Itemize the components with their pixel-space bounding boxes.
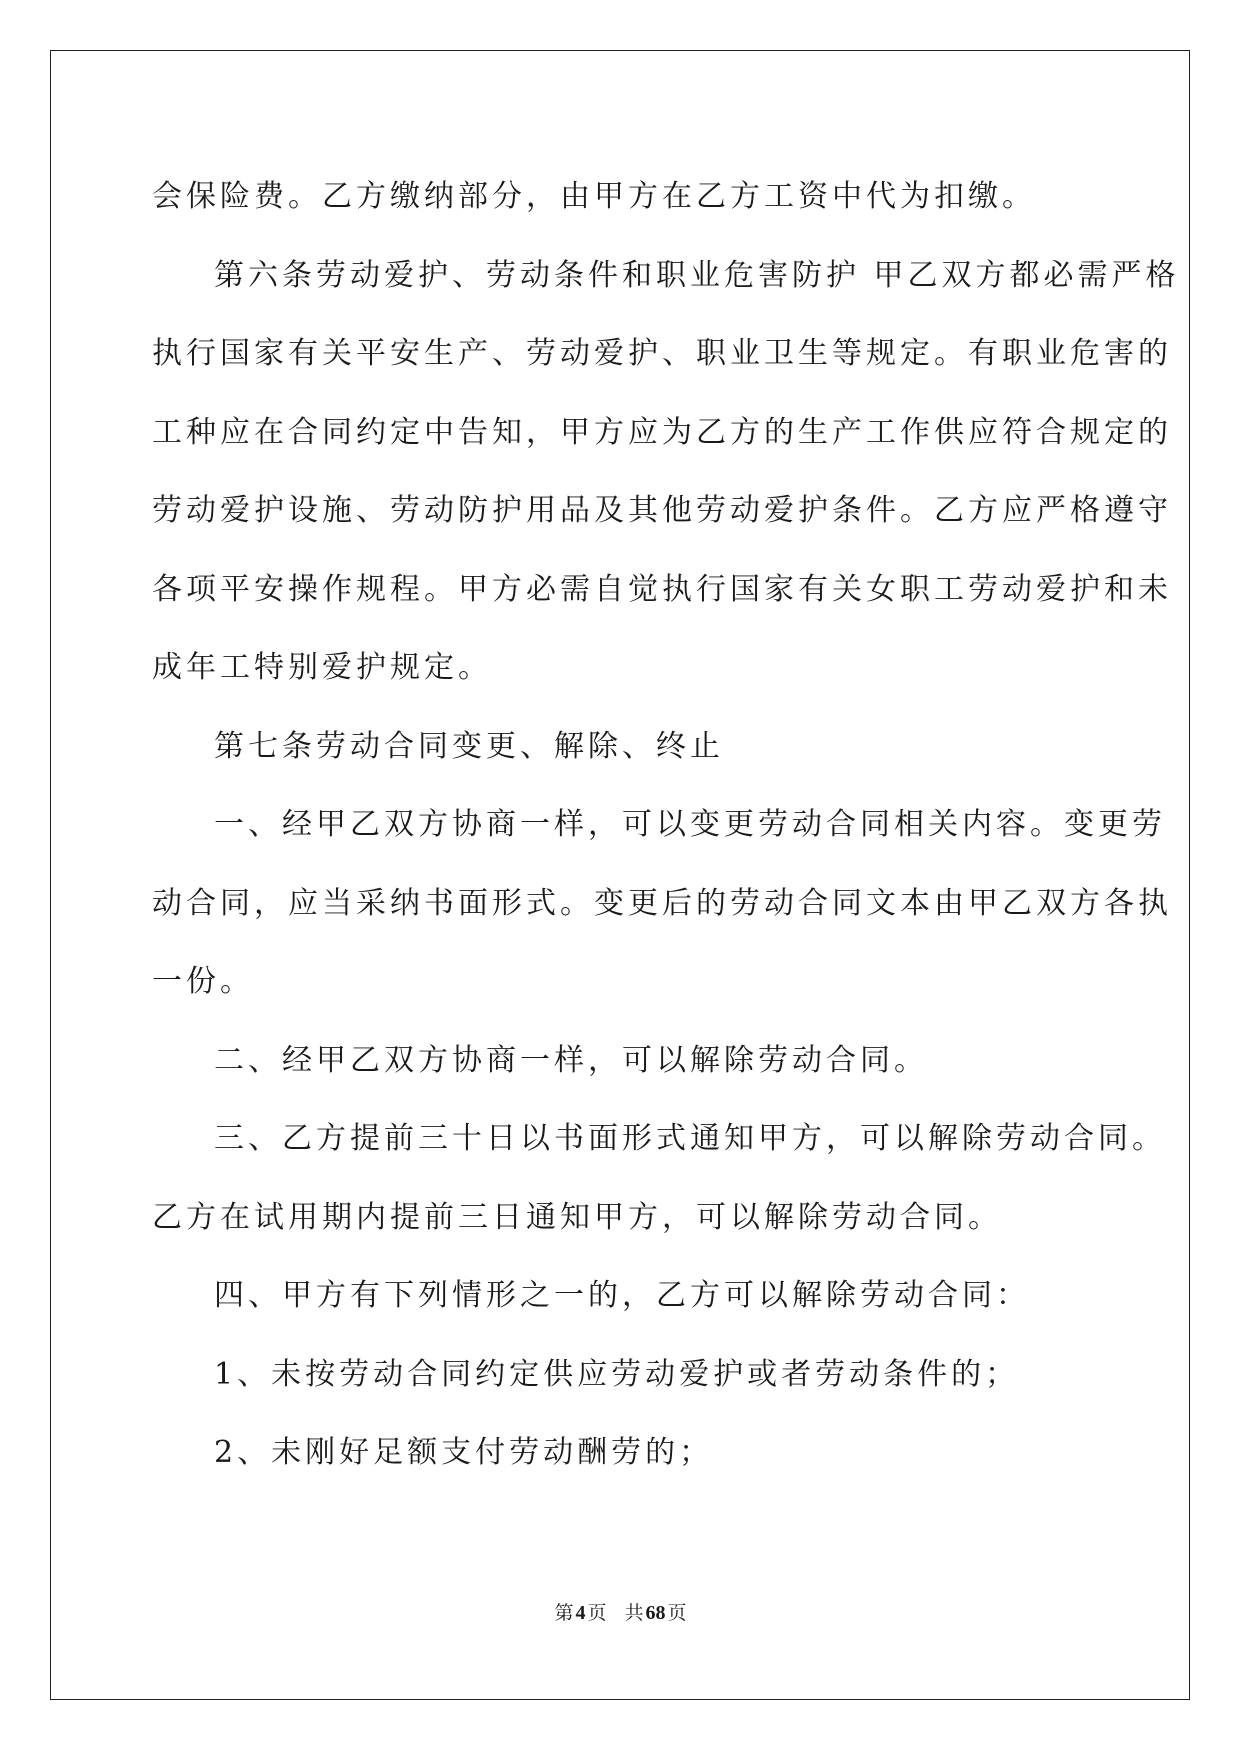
text-line-10: 动合同，应当采纳书面形式。变更后的劳动合同文本由甲乙双方各执 xyxy=(152,885,1172,921)
total-prefix: 共 xyxy=(624,1602,644,1624)
page-prefix: 第 xyxy=(554,1602,574,1624)
page-footer xyxy=(0,1598,1241,1625)
text-line-8: 第七条劳动合同变更、解除、终止 xyxy=(214,728,724,764)
text-line-16: 1、未按劳动合同约定供应劳动爱护或者劳动条件的； xyxy=(214,1356,1020,1392)
text-line-3: 执行国家有关平安生产、劳动爱护、职业卫生等规定。有职业危害的 xyxy=(152,336,1172,371)
text-line-4: 工种应在合同约定中告知，甲方应为乙方的生产工作供应符合规定的 xyxy=(152,414,1172,450)
text-line-15: 四、甲方有下列情形之一的，乙方可以解除劳动合同： xyxy=(214,1278,1030,1313)
document-body xyxy=(152,158,1180,1493)
text-line-12: 二、经甲乙双方协商一样，可以解除劳动合同。 xyxy=(214,1042,928,1078)
page-suffix: 页 xyxy=(587,1602,607,1624)
text-line-6: 各项平安操作规程。甲方必需自觉执行国家有关女职工劳动爱护和未 xyxy=(152,571,1172,607)
total-suffix: 页 xyxy=(667,1602,687,1624)
text-line-13: 三、乙方提前三十日以书面形式通知甲方，可以解除劳动合同。 xyxy=(214,1121,1166,1156)
text-line-5: 劳动爱护设施、劳动防护用品及其他劳动爱护条件。乙方应严格遵守 xyxy=(152,493,1172,528)
text-line-9: 一、经甲乙双方协商一样，可以变更劳动合同相关内容。变更劳 xyxy=(214,807,1166,842)
total-pages: 68 xyxy=(645,1602,666,1624)
text-line-17: 2、未刚好足额支付劳动酬劳的； xyxy=(214,1435,714,1470)
text-line-1: 会保险费。乙方缴纳部分，由甲方在乙方工资中代为扣缴。 xyxy=(152,179,1036,214)
text-line-14: 乙方在试用期内提前三日通知甲方，可以解除劳动合同。 xyxy=(152,1199,1002,1235)
text-line-11: 一份。 xyxy=(152,964,254,999)
text-line-7: 成年工特别爱护规定。 xyxy=(152,650,492,685)
page-number: 4 xyxy=(575,1602,586,1624)
text-line-2: 第六条劳动爱护、劳动条件和职业危害防护 甲乙双方都必需严格 xyxy=(214,257,1180,293)
